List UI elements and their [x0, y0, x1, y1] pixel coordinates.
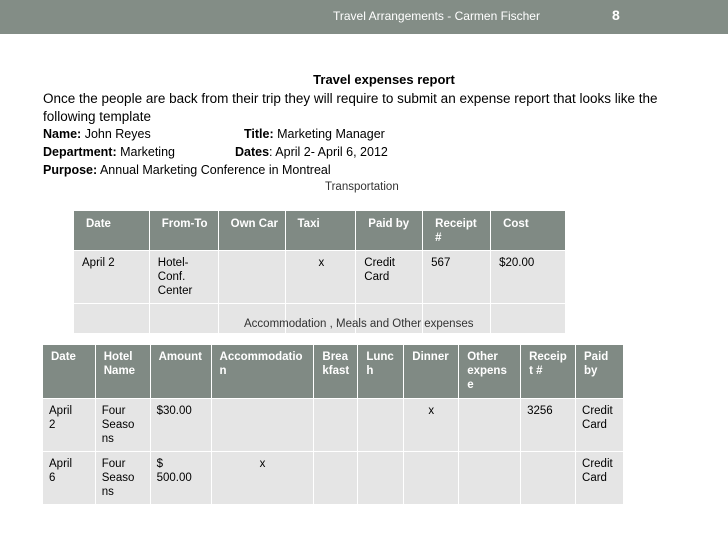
transportation-column-header: Paid by: [356, 211, 423, 251]
accommodation-table: [42, 344, 624, 505]
transportation-header-row: [74, 211, 566, 251]
title-label: Title:: [244, 127, 274, 141]
transportation-column-header: Cost: [491, 211, 566, 251]
transportation-label: Transportation: [325, 181, 399, 193]
transportation-column-header: Date: [74, 211, 150, 251]
table-cell: [404, 452, 459, 505]
purpose-field: [43, 163, 331, 177]
table-cell: April 2: [74, 251, 150, 304]
report-title: Travel expenses report: [313, 72, 455, 87]
table-row: [43, 399, 624, 452]
table-cell: 3256: [521, 399, 576, 452]
accommodation-column-header: Dinner: [404, 345, 459, 399]
name-label: Name:: [43, 127, 82, 141]
table-cell: 567: [423, 251, 491, 304]
table-cell: Credit Card: [576, 452, 624, 505]
dates-label: Dates: [235, 145, 270, 159]
accommodation-column-header: Accommodatio n: [211, 345, 314, 399]
table-cell: [74, 304, 150, 334]
table-cell: $ 500.00: [150, 452, 211, 505]
accommodation-column-header: Amount: [150, 345, 211, 399]
accommodation-column-header: Paid by: [576, 345, 624, 399]
table-cell: [149, 304, 218, 334]
table-cell: Hotel- Conf. Center: [149, 251, 218, 304]
table-cell: [218, 251, 285, 304]
accommodation-column-header: Hotel Name: [95, 345, 150, 399]
department-value: Marketing: [116, 145, 175, 159]
table-cell: $20.00: [491, 251, 566, 304]
accommodation-label: Accommodation , Meals and Other expenses: [244, 318, 474, 330]
table-cell: Four Seaso ns: [95, 452, 150, 505]
department-label: Department:: [43, 145, 117, 159]
table-cell: x: [285, 251, 356, 304]
accommodation-column-header: Lunc h: [358, 345, 404, 399]
transportation-column-header: Own Car: [218, 211, 285, 251]
table-cell: [521, 452, 576, 505]
accommodation-column-header: Receip t #: [521, 345, 576, 399]
intro-text: Once the people are back from their trip they will require to submit an expense report that looks like the following template: [43, 91, 658, 124]
dates-field: [235, 145, 388, 159]
name-value: John Reyes: [81, 127, 151, 141]
table-row: [43, 452, 624, 505]
table-cell: [314, 399, 358, 452]
dates-value: : April 2- April 6, 2012: [269, 145, 388, 159]
transportation-table: [73, 210, 566, 334]
table-row: [74, 251, 566, 304]
table-cell: x: [404, 399, 459, 452]
title-value: Marketing Manager: [273, 127, 385, 141]
page-number: 8: [612, 7, 620, 23]
accommodation-body: [43, 399, 624, 505]
table-cell: [358, 452, 404, 505]
accommodation-header-row: [43, 345, 624, 399]
table-cell: [314, 452, 358, 505]
department-field: [43, 145, 175, 159]
accommodation-column-header: Date: [43, 345, 96, 399]
header-title: Travel Arrangements - Carmen Fischer: [333, 9, 540, 23]
accommodation-column-header: Brea kfast: [314, 345, 358, 399]
table-cell: $30.00: [150, 399, 211, 452]
title-field: [244, 127, 385, 141]
name-field: [43, 127, 151, 141]
table-cell: [211, 399, 314, 452]
transportation-column-header: Taxi: [285, 211, 356, 251]
table-cell: Credit Card: [576, 399, 624, 452]
table-cell: [358, 399, 404, 452]
table-cell: x: [211, 452, 314, 505]
header-bar: [0, 0, 728, 34]
table-cell: Credit Card: [356, 251, 423, 304]
transportation-column-header: From-To: [149, 211, 218, 251]
purpose-value: Annual Marketing Conference in Montreal: [97, 163, 331, 177]
report-title-row: [0, 72, 728, 87]
table-cell: Four Seaso ns: [95, 399, 150, 452]
table-cell: [491, 304, 566, 334]
accommodation-column-header: Other expens e: [459, 345, 521, 399]
purpose-label: Purpose:: [43, 163, 98, 177]
table-cell: April 6: [43, 452, 96, 505]
table-cell: April 2: [43, 399, 96, 452]
table-cell: [459, 399, 521, 452]
table-cell: [459, 452, 521, 505]
transportation-column-header: Receipt #: [423, 211, 491, 251]
